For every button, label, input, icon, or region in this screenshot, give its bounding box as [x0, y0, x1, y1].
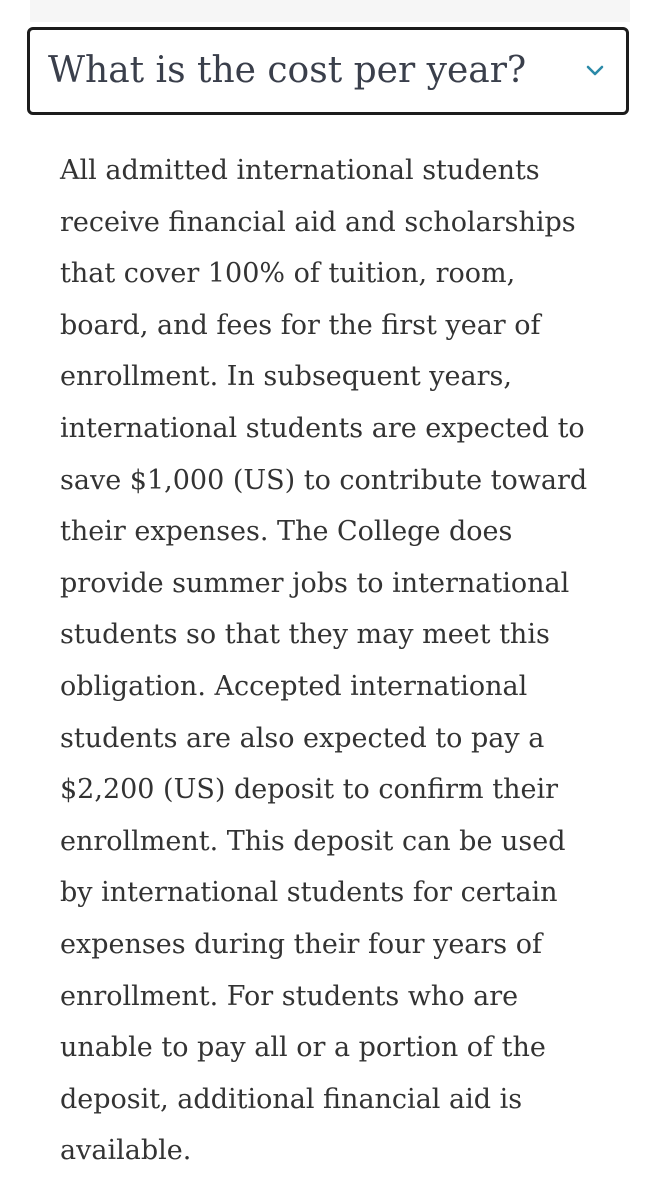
- chevron-down-icon[interactable]: [586, 64, 604, 78]
- previous-section-edge: [30, 0, 630, 22]
- faq-question: What is the cost per year?: [48, 50, 527, 91]
- faq-answer: All admitted international students receive financial aid and scholarships that cover 100% of tuition, room, board, and fees for the first year of enrollment. In subsequent years, international students are expected to save $1,000 (US) to contribute toward their expenses. The College does provide summer jobs to international students so that they may meet this obligation. Accepted international students are also expected to pay a $2,200 (US) deposit to confirm their enrollment. This deposit can be used by international students for certain expenses during their four years of enrollment. For students who are unable to pay all or a portion of the deposit, additional financial aid is available.: [60, 155, 588, 1167]
- faq-accordion-toggle[interactable]: [27, 27, 629, 115]
